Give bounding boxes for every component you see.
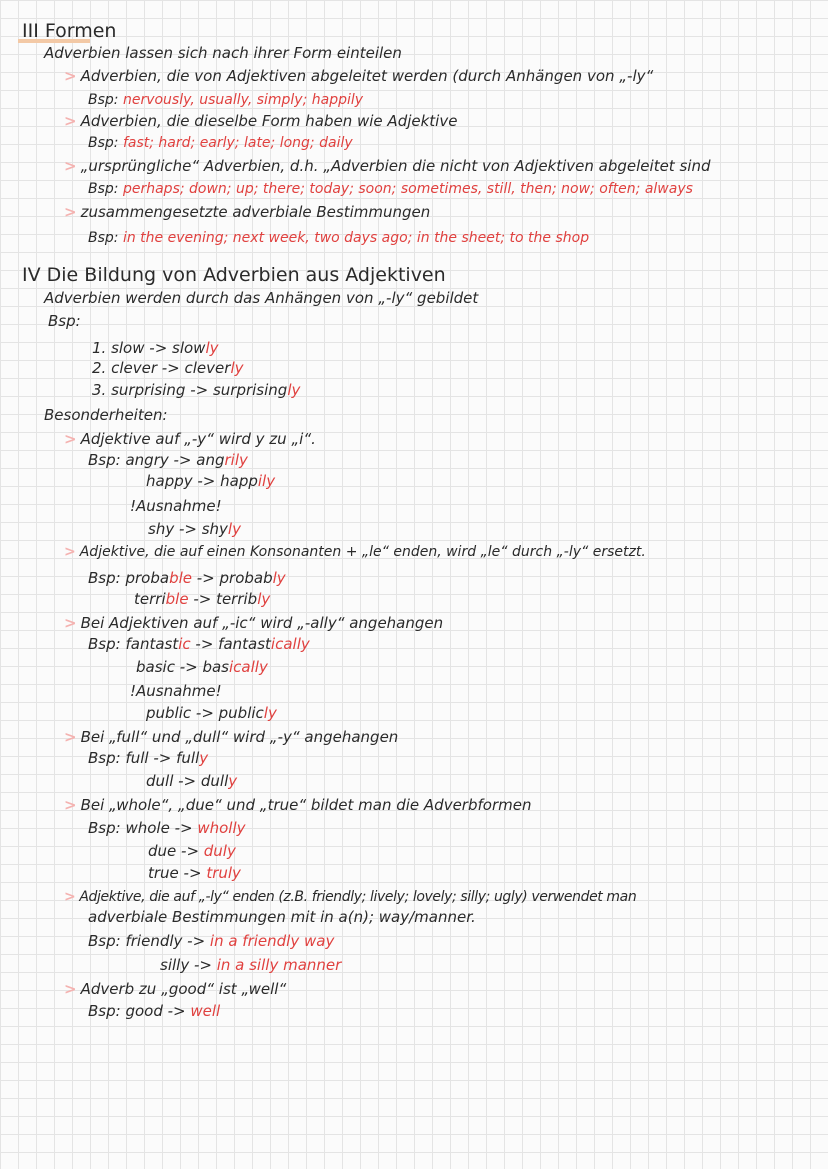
example-suffix: y [228,772,238,790]
example-text: in the evening; next week, two days ago; in the sheet; to the shop [122,230,590,246]
example-base: true -> [148,864,207,882]
example-result: duly [203,842,236,860]
rule-ly-example-2 [160,958,341,973]
example-base: public -> public [146,704,264,722]
rule-whole-example-1 [88,821,246,836]
rule-ly-adjectives-line-2: adverbiale Bestimmungen mit in a(n); way/manner. [88,908,476,926]
example-base: silly -> [160,956,217,974]
marker-icon: > [64,728,77,746]
example-label: Bsp: [88,1002,121,1020]
rule-ly-adjectives [64,890,636,904]
example-base: good -> [125,1002,191,1020]
rule-y-example-2 [146,474,275,489]
section-iv-title: IV Die Bildung von Adverbien aus Adjektiven [22,264,446,286]
section-iii-title: III Formen [22,20,117,42]
rule-whole-due-true [64,798,531,813]
example-label: Bsp: [88,569,121,587]
example-base: dull -> dull [146,772,229,790]
form-item-3 [64,159,710,174]
rule-text: Bei „full“ und „dull“ wird „-y“ angehangen [80,728,399,746]
rule-text: Bei Adjektiven auf „-ic“ wird „-ally“ angehangen [80,614,444,632]
rule-whole-example-3 [148,866,241,881]
rule-good-well [64,982,286,997]
rule-ic-exception [146,706,277,721]
example-suffix: ly [272,569,286,587]
marker-icon: > [64,157,77,175]
rule-full-example-1 [88,751,208,766]
example-text: perhaps; down; up; there; today; soon; sometimes, still, then; now; often; always [122,181,693,197]
example-result: truly [206,864,241,882]
marker-icon: > [64,67,77,85]
example-base-2: -> fantast [190,635,271,653]
example-base: whole -> [125,819,198,837]
example-suffix: y [199,749,209,767]
example-label: Bsp: [88,230,119,246]
section-iii-intro: Adverbien lassen sich nach ihrer Form einteilen [44,44,402,62]
rule-text: Adverb zu „good“ ist „well“ [80,980,287,998]
marker-icon: > [64,614,77,632]
example-base-2: -> terrib [188,590,258,608]
example-base: due -> [148,842,204,860]
marker-icon: > [64,544,76,560]
special-cases-heading: Besonderheiten: [44,406,168,424]
example-label: Bsp: [88,181,119,197]
example-suffix: ly [257,590,271,608]
example-label: Bsp: [88,135,119,151]
example-label: Bsp: [88,92,119,108]
example-label: Bsp: [88,819,121,837]
example-base: 3. surprising -> surprising [92,381,288,399]
marker-icon: > [64,203,77,221]
rule-le-example-1 [88,571,286,586]
marker-icon: > [64,796,77,814]
example-suffix: ly [287,381,301,399]
form-item-3-example [88,182,693,196]
example-suffix: ly [205,339,219,357]
rule-text: Adjektive auf „-y“ wird y zu „i“. [80,430,316,448]
example-label: Bsp: [88,635,121,653]
rule-le-to-ly [64,545,646,559]
rule-text: Adjektive, die auf einen Konsonanten + „le“ enden, wird „le“ durch „-ly“ ersetzt. [79,544,646,560]
example-base: angry -> ang [125,451,225,469]
rule-whole-example-2 [148,844,236,859]
example-suffix: ically [229,658,268,676]
marker-icon: > [64,430,77,448]
basic-example-2 [92,361,243,376]
form-item-1-text: Adverbien, die von Adjektiven abgeleitet werden (durch Anhängen von „-ly“ [80,67,654,85]
example-ending: ble [169,569,192,587]
example-result: well [190,1002,221,1020]
example-ending: ble [165,590,189,608]
example-base: full -> full [125,749,200,767]
example-base: 2. clever -> clever [92,359,231,377]
example-label: Bsp: [88,749,121,767]
example-base: fantast [125,635,179,653]
example-suffix: ly [263,704,277,722]
example-base: proba [125,569,170,587]
marker-icon: > [64,889,76,905]
form-item-2 [64,114,457,129]
rule-le-example-2 [134,592,270,607]
example-label: Bsp: [88,932,121,950]
form-item-2-text: Adverbien, die dieselbe Form haben wie Adjektive [80,112,458,130]
rule-y-example-1 [88,453,248,468]
example-result: in a silly manner [216,956,342,974]
rule-good-example [88,1004,220,1019]
example-text: fast; hard; early; late; long; daily [122,135,353,151]
basic-example-1 [92,341,219,356]
rule-full-example-2 [146,774,237,789]
rule-text: Adjektive, die auf „-ly“ enden (z.B. friendly; lively; lovely; silly; ugly) verwendet man [79,889,637,905]
example-base-2: -> probab [191,569,273,587]
example-base: terri [134,590,166,608]
basic-example-3 [92,383,300,398]
example-suffix: ily [257,472,276,490]
form-item-2-example [88,136,353,150]
marker-icon: > [64,980,77,998]
exception-label-2: !Ausnahme! [130,682,222,700]
form-item-1 [64,69,653,84]
rule-ly-example-1 [88,934,334,949]
form-item-3-text: „ursprüngliche“ Adverbien, d.h. „Adverbien die nicht von Adjektiven abgeleitet sind [80,157,711,175]
form-item-4-text: zusammengesetzte adverbiale Bestimmungen [80,203,431,221]
rule-ic-to-ically [64,616,443,631]
example-ending: ic [178,635,191,653]
rule-text: Bei „whole“, „due“ und „true“ bildet man die Adverbformen [80,796,532,814]
example-base: happy -> happ [146,472,258,490]
example-text: nervously, usually, simply; happily [122,92,364,108]
example-result: in a friendly way [209,932,335,950]
example-base: shy -> shy [148,520,228,538]
exception-label-1: !Ausnahme! [130,497,222,515]
example-suffix: ically [270,635,310,653]
form-item-4 [64,205,430,220]
form-item-1-example [88,93,363,107]
form-item-4-example [88,231,589,245]
marker-icon: > [64,112,77,130]
example-label: Bsp: [88,451,121,469]
example-result: wholly [197,819,246,837]
example-suffix: ly [227,520,241,538]
rule-full-dull [64,730,398,745]
section-iv-bsp-label: Bsp: [48,312,81,330]
rule-y-to-i [64,432,316,447]
rule-ic-example-1 [88,637,310,652]
example-base: basic -> bas [136,658,229,676]
example-suffix: rily [224,451,248,469]
rule-y-exception [148,522,241,537]
rule-ic-example-2 [136,660,268,675]
example-suffix: ly [230,359,244,377]
section-iv-intro: Adverbien werden durch das Anhängen von „-ly“ gebildet [44,289,479,307]
example-base: friendly -> [125,932,210,950]
example-base: 1. slow -> slow [92,339,206,357]
